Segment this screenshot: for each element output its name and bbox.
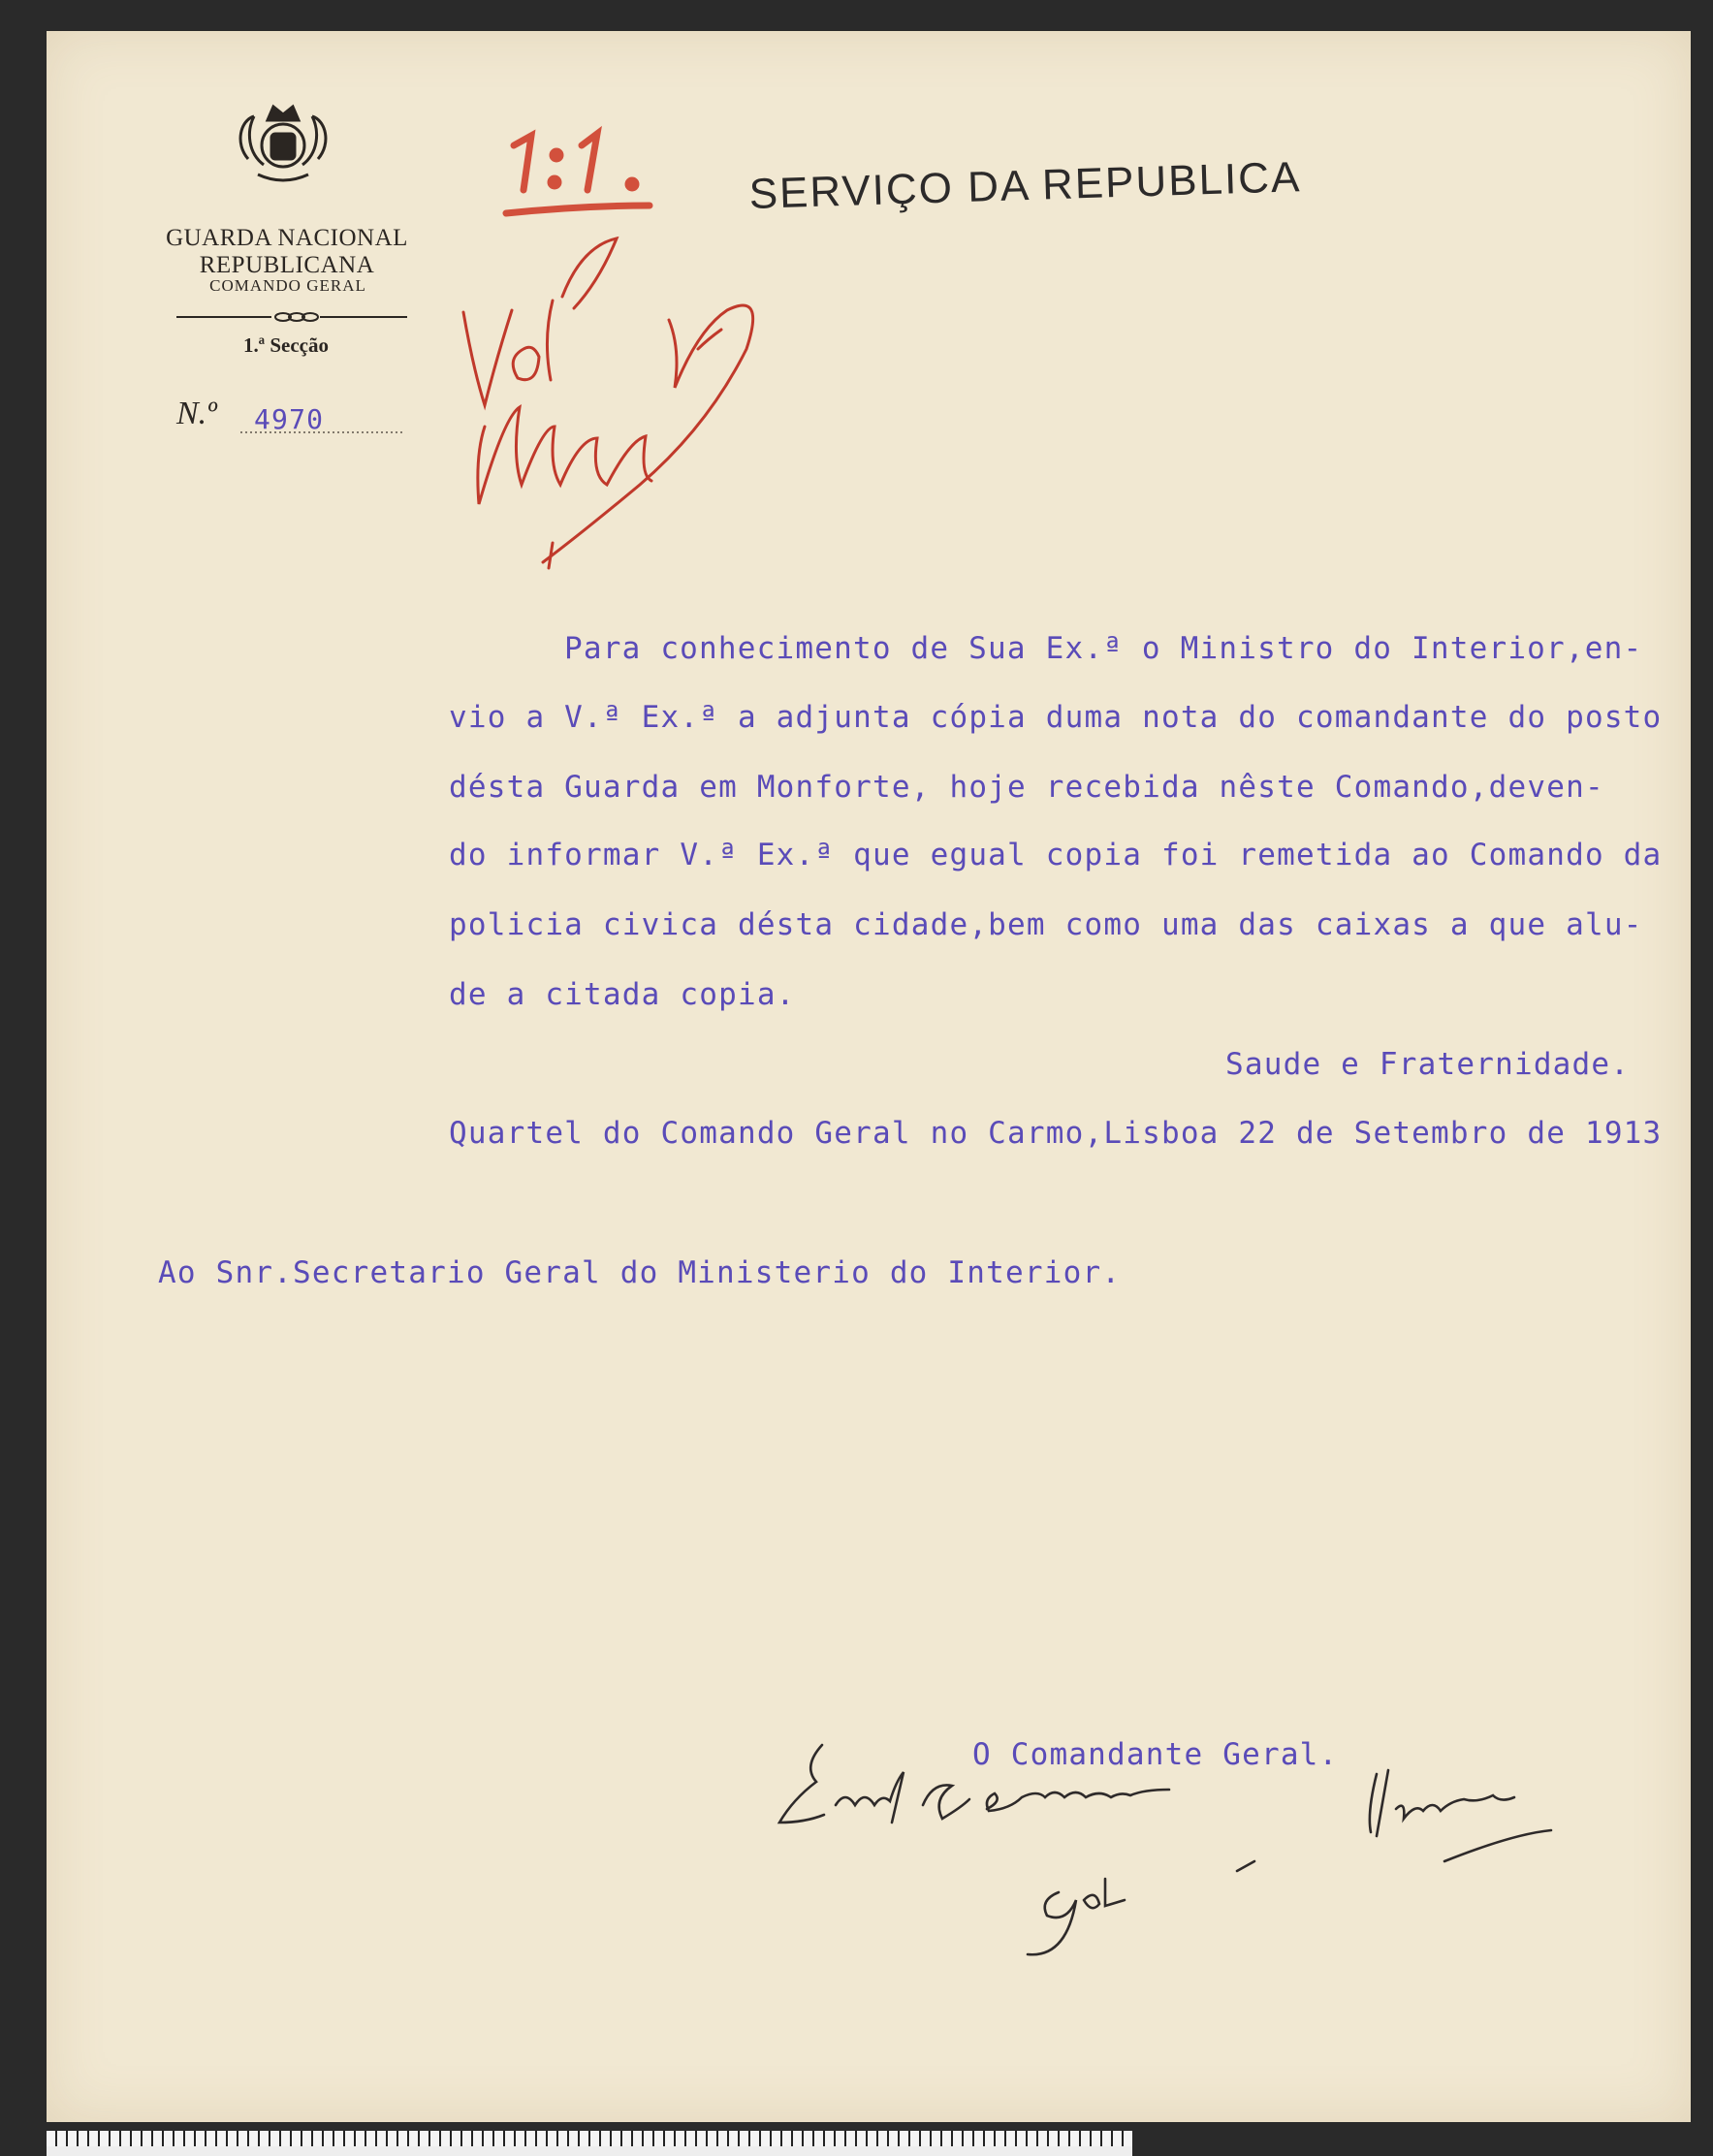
addressee: Ao Snr.Secretario Geral do Ministerio do Interior. <box>158 1255 1122 1290</box>
command-name: COMANDO GERAL <box>209 276 366 295</box>
organization-name: GUARDA NACIONAL REPUBLICANA <box>166 225 408 278</box>
number-label: N.º <box>176 396 217 431</box>
service-stamp: SERVIÇO DA REPUBLICA <box>748 153 1303 218</box>
body-line: de a citada copia. <box>449 977 796 1012</box>
salutation: Saude e Fraternidade. <box>1225 1047 1631 1082</box>
signature-title: O Comandante Geral. <box>972 1737 1339 1772</box>
body-line: Para conhecimento de Sua Ex.ª o Ministro do Interior,en- <box>564 631 1643 666</box>
body-line: do informar V.ª Ex.ª que egual copia foi remetida ao Comando da <box>449 838 1663 872</box>
section-label: 1.ª Secção <box>243 333 329 357</box>
body-line: vio a V.ª Ex.ª a adjunta cópia duma nota do comandante do posto <box>449 700 1663 735</box>
document-number: 4970 <box>254 403 325 435</box>
body-line: policia civica désta cidade,bem como uma das caixas a que alu- <box>449 907 1643 942</box>
place-date: Quartel do Comando Geral no Carmo,Lisboa 22 de Setembro de 1913 <box>449 1116 1663 1151</box>
scale-ruler <box>47 2131 1132 2156</box>
body-line: désta Guarda em Monforte, hoje recebida nêste Comando,deven- <box>449 770 1604 805</box>
